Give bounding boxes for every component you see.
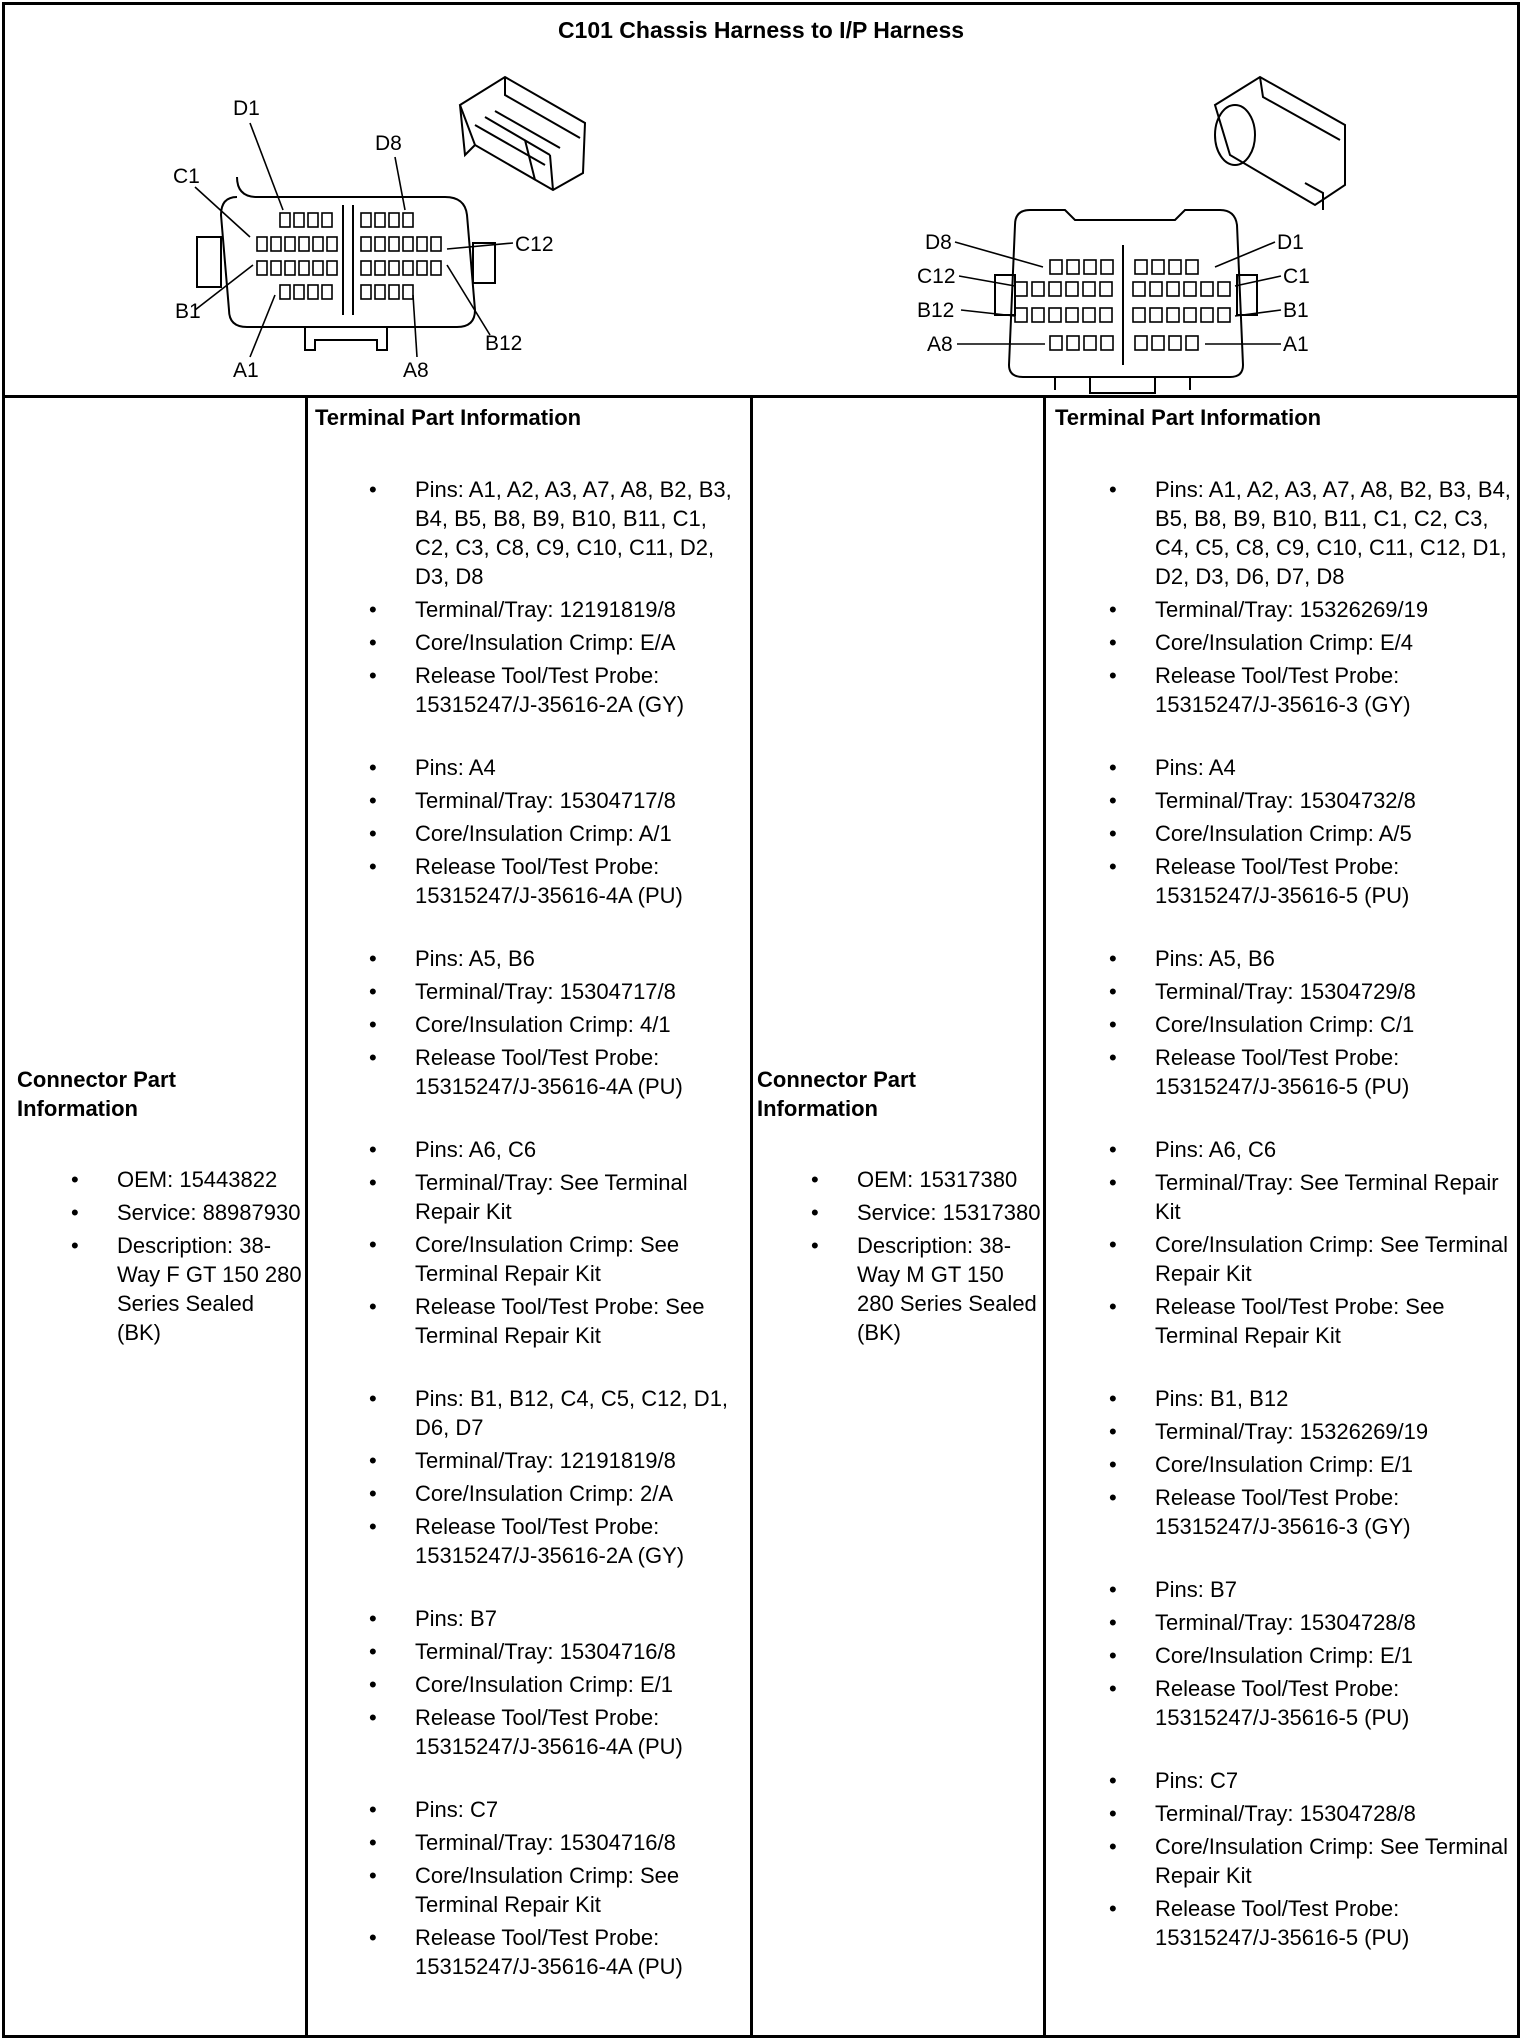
left-terminal-group <box>415 944 745 1101</box>
left-terminal-group <box>415 1135 745 1350</box>
pin-cavity <box>375 237 385 251</box>
pin-cavity <box>403 213 413 227</box>
pin-cavity <box>361 285 371 299</box>
pins: • Pins: A6, C6 <box>415 1135 745 1164</box>
pins: • Pins: B1, B12, C4, C5, C12, D1, D6, D7 <box>415 1384 745 1442</box>
pins: • Pins: B1, B12 <box>1155 1384 1515 1413</box>
pin-cavity <box>1133 282 1145 296</box>
label-left-c12: C12 <box>515 233 554 256</box>
pin-cavity <box>1167 308 1179 322</box>
pin-cavity <box>1218 282 1230 296</box>
crimp: • Core/Insulation Crimp: 4/1 <box>415 1010 745 1039</box>
pin-cavity <box>1067 336 1079 350</box>
pin-cavity <box>1032 282 1044 296</box>
release-tool: • Release Tool/Test Probe: 15315247/J-35616-4A (PU) <box>415 1703 745 1761</box>
crimp: • Core/Insulation Crimp: E/1 <box>1155 1641 1515 1670</box>
right-terminal-list <box>1155 475 1515 1986</box>
left-terminal-list <box>415 475 745 2015</box>
pin-cavity <box>1186 260 1198 274</box>
pin-cavity <box>375 213 385 227</box>
connector-diagrams <box>5 5 1517 395</box>
pin-cavity <box>417 237 427 251</box>
column-divider-2 <box>750 398 753 2035</box>
pin-cavity <box>257 237 267 251</box>
pin-cavity <box>313 261 323 275</box>
pin-cavity <box>1067 260 1079 274</box>
terminal-tray: • Terminal/Tray: 15304732/8 <box>1155 786 1515 815</box>
terminal-tray: • Terminal/Tray: 15326269/19 <box>1155 1417 1515 1446</box>
left-terminal-group <box>415 1604 745 1761</box>
pin-cavity <box>361 213 371 227</box>
pins: • Pins: C7 <box>415 1795 745 1824</box>
header-divider <box>5 395 1517 398</box>
pin-cavity <box>1150 282 1162 296</box>
pin-cavity <box>280 285 290 299</box>
crimp: • Core/Insulation Crimp: A/5 <box>1155 819 1515 848</box>
right-service: • Service: 15317380 <box>857 1198 1042 1227</box>
pin-cavity <box>361 261 371 275</box>
terminal-tray: • Terminal/Tray: 15304717/8 <box>415 786 745 815</box>
pin-cavity <box>313 237 323 251</box>
terminal-tray: • Terminal/Tray: 15304717/8 <box>415 977 745 1006</box>
pin-cavity <box>294 285 304 299</box>
pin-cavity <box>271 237 281 251</box>
terminal-tray: • Terminal/Tray: 15326269/19 <box>1155 595 1515 624</box>
crimp: • Core/Insulation Crimp: See Terminal Repair Kit <box>1155 1832 1515 1890</box>
terminal-tray: • Terminal/Tray: 15304729/8 <box>1155 977 1515 1006</box>
pin-cavity <box>1218 308 1230 322</box>
pins: • Pins: A1, A2, A3, A7, A8, B2, B3, B4, B5, B8, B9, B10, B11, C1, C2, C3, C4, C5, C8, C9, C10, C11, C12, D1, D2, D3, D6, D7, D8 <box>1155 475 1515 591</box>
pin-cavity <box>299 261 309 275</box>
pins: • Pins: A5, B6 <box>1155 944 1515 973</box>
pin-cavity <box>389 261 399 275</box>
pin-cavity <box>327 237 337 251</box>
pin-cavity <box>1049 308 1061 322</box>
right-oem: • OEM: 15317380 <box>857 1165 1042 1194</box>
pin-cavity <box>1100 282 1112 296</box>
pin-cavity <box>1066 282 1078 296</box>
left-connector-header: Connector Part Information <box>17 1067 176 1121</box>
pin-cavity <box>1100 308 1112 322</box>
crimp: • Core/Insulation Crimp: E/4 <box>1155 628 1515 657</box>
label-left-a1: A1 <box>233 359 259 382</box>
release-tool: • Release Tool/Test Probe: 15315247/J-35616-2A (GY) <box>415 661 745 719</box>
pins: • Pins: A4 <box>1155 753 1515 782</box>
release-tool: • Release Tool/Test Probe: 15315247/J-35616-2A (GY) <box>415 1512 745 1570</box>
pin-cavity <box>299 237 309 251</box>
terminal-tray: • Terminal/Tray: 15304728/8 <box>1155 1608 1515 1637</box>
pin-cavity <box>280 213 290 227</box>
release-tool: • Release Tool/Test Probe: 15315247/J-35616-4A (PU) <box>415 1923 745 1981</box>
label-left-c1: C1 <box>173 165 200 188</box>
right-connector-info <box>857 1165 1042 1351</box>
pin-cavity <box>1150 308 1162 322</box>
pin-cavity <box>1135 336 1147 350</box>
pin-cavity <box>361 237 371 251</box>
terminal-tray: • Terminal/Tray: 12191819/8 <box>415 1446 745 1475</box>
pin-cavity <box>322 285 332 299</box>
pin-cavity <box>403 285 413 299</box>
pin-cavity <box>1169 260 1181 274</box>
pin-cavity <box>1049 282 1061 296</box>
release-tool: • Release Tool/Test Probe: 15315247/J-35616-5 (PU) <box>1155 1674 1515 1732</box>
pin-cavity <box>322 213 332 227</box>
left-terminal-group <box>415 1384 745 1570</box>
left-connector-pins <box>257 213 441 299</box>
pins: • Pins: B7 <box>415 1604 745 1633</box>
right-description: • Description: 38-Way M GT 150 280 Series Sealed (BK) <box>857 1231 1042 1347</box>
crimp: • Core/Insulation Crimp: E/A <box>415 628 745 657</box>
pin-cavity <box>1084 260 1096 274</box>
right-terminal-group <box>1155 475 1515 719</box>
pin-cavity <box>389 213 399 227</box>
crimp: • Core/Insulation Crimp: C/1 <box>1155 1010 1515 1039</box>
pin-cavity <box>1032 308 1044 322</box>
left-description: • Description: 38-Way F GT 150 280 Series Sealed (BK) <box>117 1231 302 1347</box>
pin-cavity <box>403 261 413 275</box>
pins: • Pins: A6, C6 <box>1155 1135 1515 1164</box>
label-right-b1: B1 <box>1283 299 1309 322</box>
pin-cavity <box>327 261 337 275</box>
pin-cavity <box>1050 260 1062 274</box>
release-tool: • Release Tool/Test Probe: 15315247/J-35616-4A (PU) <box>415 852 745 910</box>
right-leader-lines <box>955 242 1281 344</box>
right-terminal-group <box>1155 1384 1515 1541</box>
terminal-tray: • Terminal/Tray: See Terminal Repair Kit <box>415 1168 745 1226</box>
label-left-b12: B12 <box>485 332 523 355</box>
label-left-d1: D1 <box>233 97 260 120</box>
pin-cavity <box>1066 308 1078 322</box>
crimp: • Core/Insulation Crimp: E/1 <box>415 1670 745 1699</box>
right-connector-header: Connector Part Information <box>757 1067 916 1121</box>
left-terminal-group <box>415 1795 745 1981</box>
left-terminal-group <box>415 753 745 910</box>
pin-cavity <box>431 237 441 251</box>
terminal-tray: • Terminal/Tray: 12191819/8 <box>415 595 745 624</box>
label-right-a1: A1 <box>1283 333 1309 356</box>
pin-cavity <box>1167 282 1179 296</box>
release-tool: • Release Tool/Test Probe: 15315247/J-35616-5 (PU) <box>1155 1043 1515 1101</box>
pin-cavity <box>308 213 318 227</box>
release-tool: • Release Tool/Test Probe: 15315247/J-35616-5 (PU) <box>1155 1894 1515 1952</box>
pin-cavity <box>389 237 399 251</box>
pin-cavity <box>431 261 441 275</box>
left-terminal-group <box>415 475 745 719</box>
connector-table <box>2 2 1520 2038</box>
terminal-tray: • Terminal/Tray: 15304716/8 <box>415 1637 745 1666</box>
pin-cavity <box>1015 308 1027 322</box>
pin-cavity <box>389 285 399 299</box>
pins: • Pins: B7 <box>1155 1575 1515 1604</box>
left-connector-body <box>221 177 475 327</box>
pin-cavity <box>1152 336 1164 350</box>
pin-cavity <box>1101 260 1113 274</box>
label-right-c1: C1 <box>1283 265 1310 288</box>
pin-cavity <box>1184 282 1196 296</box>
pin-cavity <box>285 261 295 275</box>
pin-cavity <box>1152 260 1164 274</box>
pin-cavity <box>294 213 304 227</box>
right-terminal-group <box>1155 1575 1515 1732</box>
terminal-tray: • Terminal/Tray: 15304728/8 <box>1155 1799 1515 1828</box>
pin-cavity <box>1083 308 1095 322</box>
crimp: • Core/Insulation Crimp: E/1 <box>1155 1450 1515 1479</box>
right-terminal-group <box>1155 1766 1515 1952</box>
crimp: • Core/Insulation Crimp: See Terminal Repair Kit <box>415 1230 745 1288</box>
right-terminal-group <box>1155 753 1515 910</box>
page-title: C101 Chassis Harness to I/P Harness <box>557 17 965 43</box>
right-iso-view <box>1215 77 1345 210</box>
pin-cavity <box>1015 282 1027 296</box>
right-terminal-group <box>1155 1135 1515 1350</box>
right-terminal-header: Terminal Part Information <box>1055 405 1322 430</box>
label-right-a8: A8 <box>927 333 953 356</box>
label-left-d8: D8 <box>375 132 402 155</box>
label-right-b12: B12 <box>917 299 955 322</box>
release-tool: • Release Tool/Test Probe: 15315247/J-35616-3 (GY) <box>1155 661 1515 719</box>
left-iso-view <box>460 77 585 190</box>
crimp: • Core/Insulation Crimp: See Terminal Repair Kit <box>1155 1230 1515 1288</box>
pin-cavity <box>1101 336 1113 350</box>
pin-cavity <box>1050 336 1062 350</box>
label-left-b1: B1 <box>175 300 201 323</box>
right-terminal-group <box>1155 944 1515 1101</box>
pin-cavity <box>1169 336 1181 350</box>
release-tool: • Release Tool/Test Probe: 15315247/J-35616-4A (PU) <box>415 1043 745 1101</box>
pin-cavity <box>1083 282 1095 296</box>
pin-cavity <box>1184 308 1196 322</box>
label-right-d1: D1 <box>1277 231 1304 254</box>
pin-cavity <box>1201 282 1213 296</box>
release-tool: • Release Tool/Test Probe: 15315247/J-35616-5 (PU) <box>1155 852 1515 910</box>
crimp: • Core/Insulation Crimp: See Terminal Repair Kit <box>415 1861 745 1919</box>
terminal-tray: • Terminal/Tray: 15304716/8 <box>415 1828 745 1857</box>
terminal-tray: • Terminal/Tray: See Terminal Repair Kit <box>1155 1168 1515 1226</box>
pins: • Pins: A5, B6 <box>415 944 745 973</box>
left-service: • Service: 88987930 <box>117 1198 302 1227</box>
left-terminal-header: Terminal Part Information <box>315 405 582 430</box>
left-connector-info <box>117 1165 302 1351</box>
pin-cavity <box>285 237 295 251</box>
label-right-d8: D8 <box>925 231 952 254</box>
pins: • Pins: A1, A2, A3, A7, A8, B2, B3, B4, B5, B8, B9, B10, B11, C1, C2, C3, C8, C9, C10, C11, D2, D3, D8 <box>415 475 745 591</box>
pin-cavity <box>1135 260 1147 274</box>
release-tool: • Release Tool/Test Probe: See Terminal Repair Kit <box>1155 1292 1515 1350</box>
pins: • Pins: A4 <box>415 753 745 782</box>
pin-cavity <box>1201 308 1213 322</box>
pin-cavity <box>1084 336 1096 350</box>
column-divider-3 <box>1043 398 1046 2035</box>
pin-cavity <box>271 261 281 275</box>
column-divider-1 <box>305 398 308 2035</box>
pin-cavity <box>308 285 318 299</box>
pin-cavity <box>1133 308 1145 322</box>
pin-cavity <box>417 261 427 275</box>
left-oem: • OEM: 15443822 <box>117 1165 302 1194</box>
label-right-c12: C12 <box>917 265 956 288</box>
pin-cavity <box>375 261 385 275</box>
pins: • Pins: C7 <box>1155 1766 1515 1795</box>
pin-cavity <box>1186 336 1198 350</box>
crimp: • Core/Insulation Crimp: A/1 <box>415 819 745 848</box>
label-left-a8: A8 <box>403 359 429 382</box>
pin-cavity <box>403 237 413 251</box>
release-tool: • Release Tool/Test Probe: See Terminal Repair Kit <box>415 1292 745 1350</box>
crimp: • Core/Insulation Crimp: 2/A <box>415 1479 745 1508</box>
pin-cavity <box>375 285 385 299</box>
pin-cavity <box>257 261 267 275</box>
release-tool: • Release Tool/Test Probe: 15315247/J-35616-3 (GY) <box>1155 1483 1515 1541</box>
